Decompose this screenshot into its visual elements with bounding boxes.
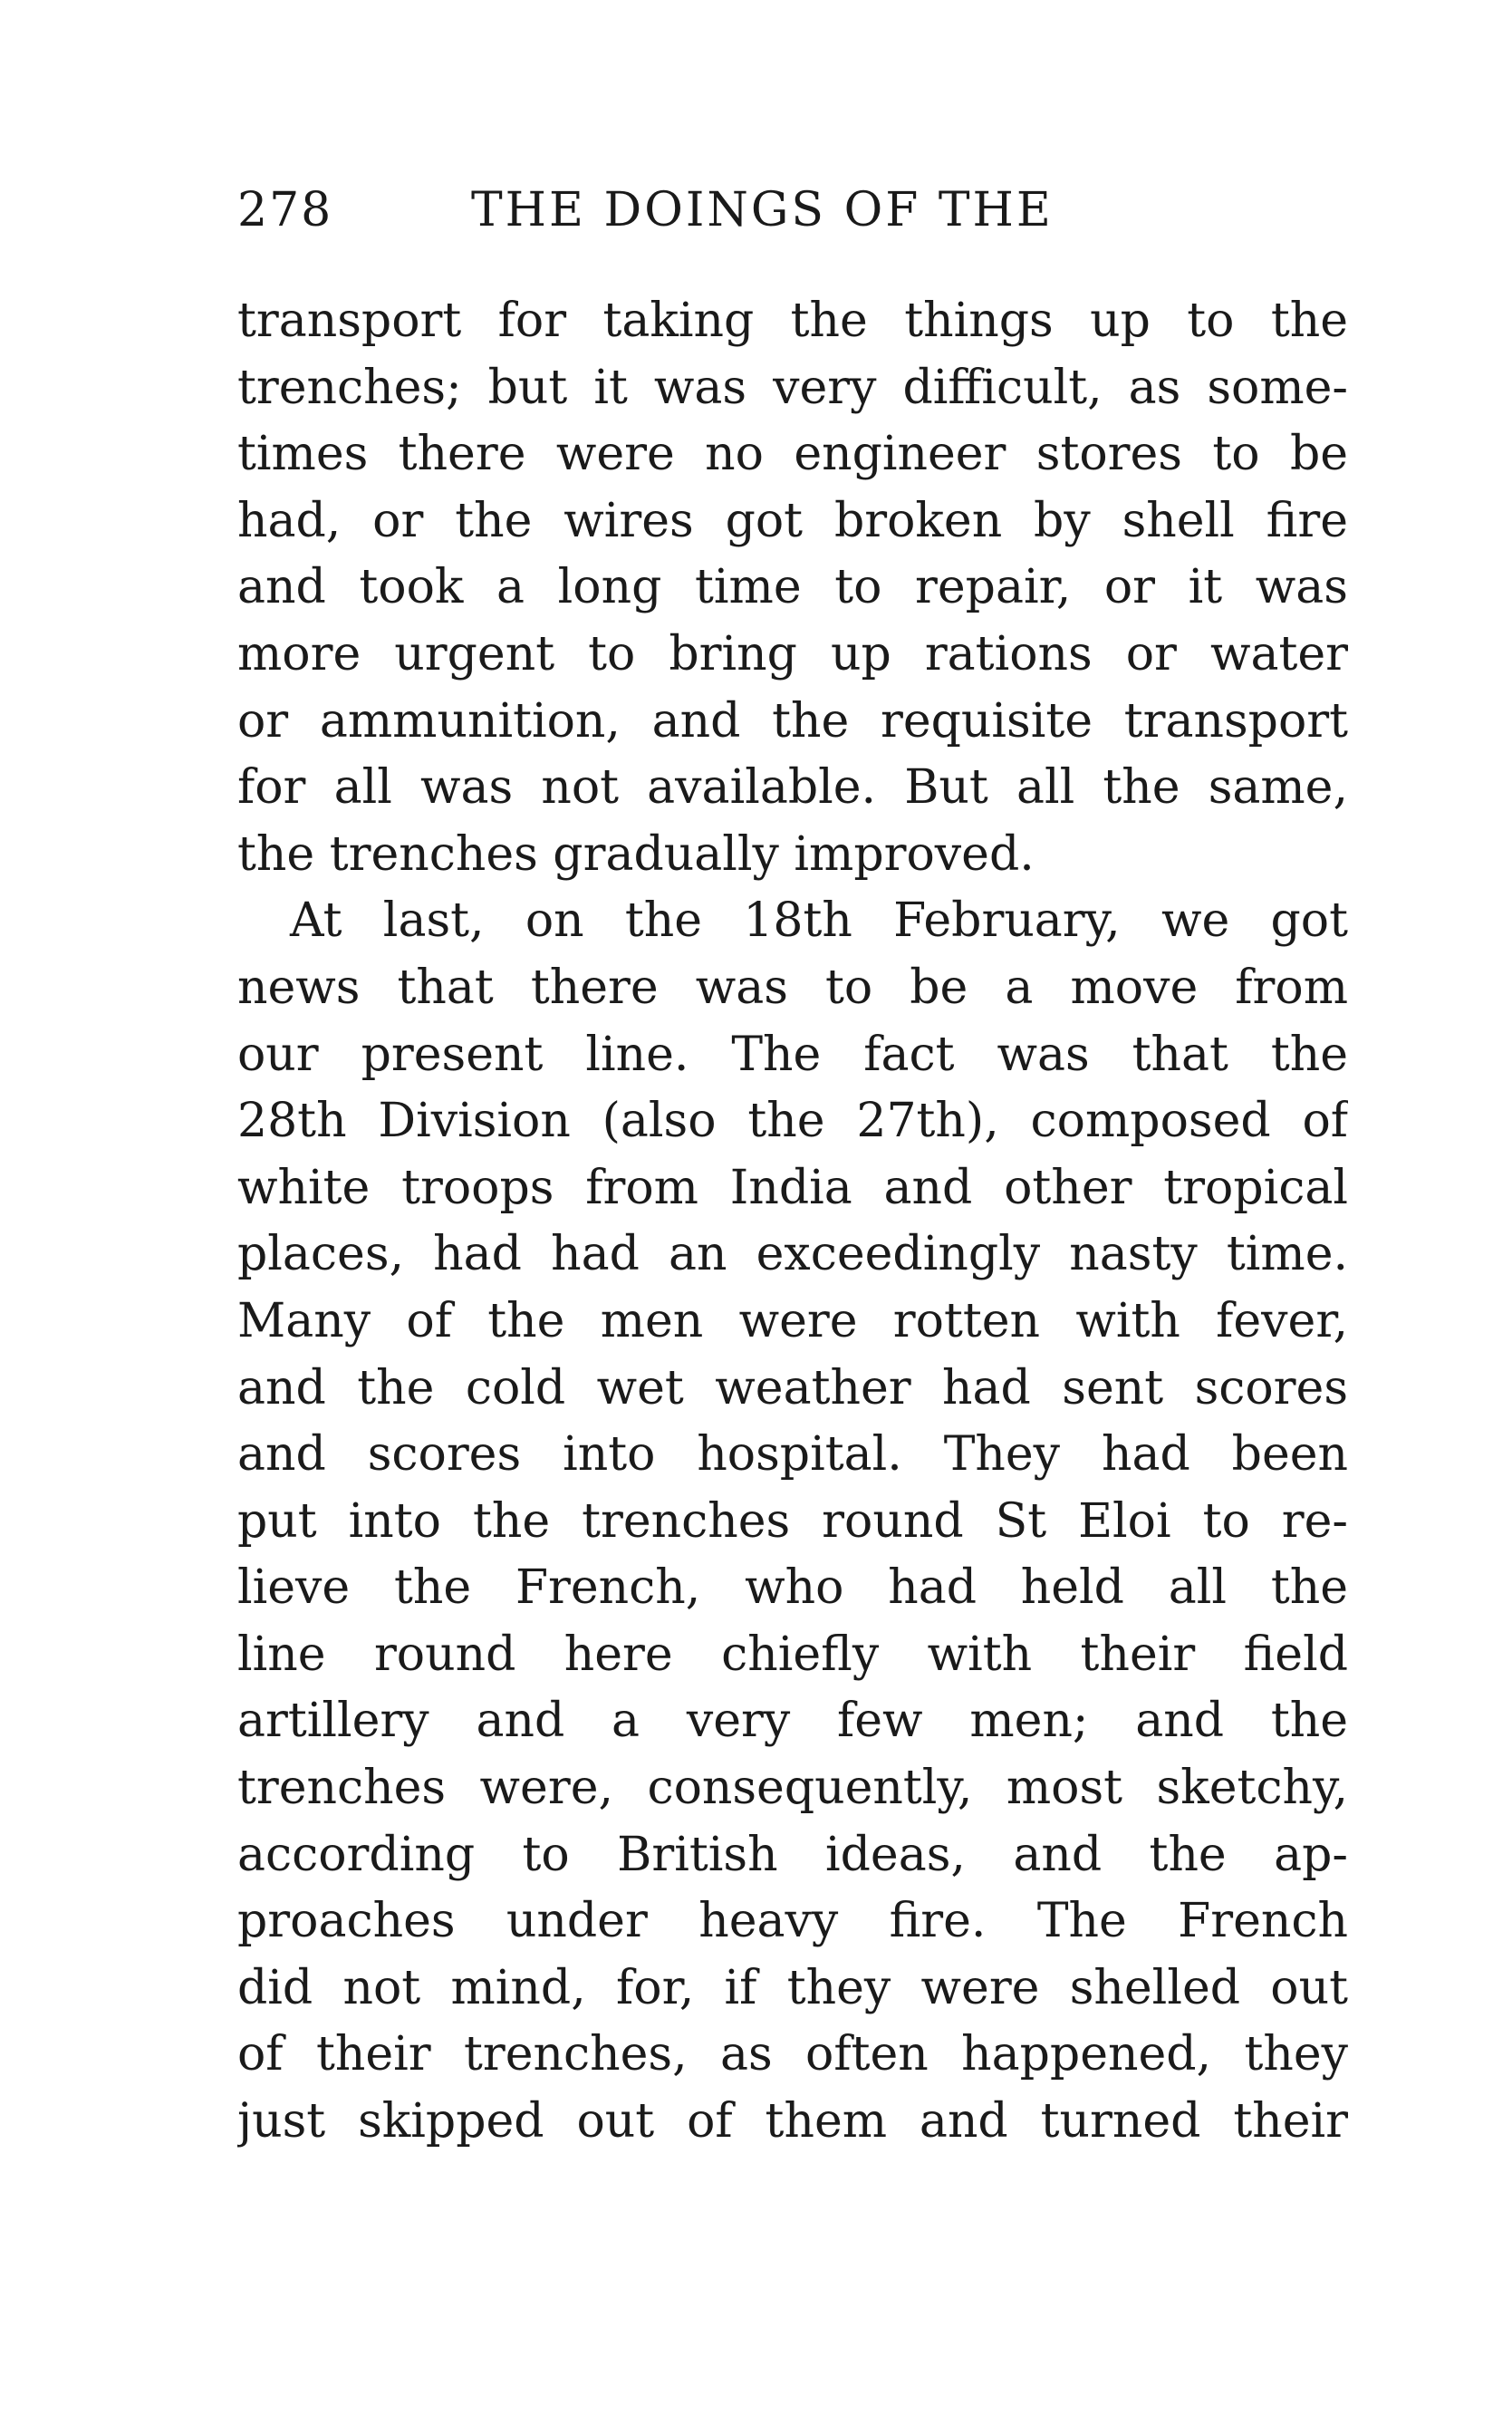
text-line: lieve the French, who had held all the: [237, 1560, 1348, 1616]
running-head: [237, 174, 1348, 246]
text-line: 28th Division (also the 27th), composed of: [237, 1094, 1348, 1149]
text-line: did not mind, for, if they were shelled out: [237, 1960, 1348, 2015]
text-line: transport for taking the things up to the: [237, 294, 1348, 348]
text-line: times there were no engineer stores to be: [237, 427, 1348, 482]
text-line: places, had had an exceedingly nasty time.: [237, 1227, 1348, 1282]
text-line: or ammunition, and the requisite transport: [237, 693, 1348, 748]
text-line: put into the trenches round St Eloi to re-: [237, 1493, 1348, 1549]
text-line: trenches were, consequently, most sketchy,: [237, 1761, 1348, 1816]
text-line: according to British ideas, and the ap-: [237, 1827, 1348, 1882]
text-line: and took a long time to repair, or it was: [237, 560, 1348, 615]
text-line: had, or the wires got broken by shell fire: [237, 493, 1348, 548]
body-text: [237, 288, 1348, 2156]
paragraph-start-line: At last, on the 18th February, we got: [290, 893, 1348, 949]
running-title: THE DOINGS OF THE: [471, 183, 1054, 237]
text-line: proaches under heavy fire. The French: [237, 1894, 1348, 1949]
text-line: white troops from India and other tropical: [237, 1160, 1348, 1215]
text-line: for all was not available. But all the same,: [237, 760, 1348, 816]
paragraph-end-line: the trenches gradually improved.: [237, 826, 1035, 882]
text-line: our present line. The fact was that the: [237, 1027, 1348, 1082]
text-line: more urgent to bring up rations or water: [237, 626, 1348, 681]
text-line: trenches; but it was very difficult, as some-: [237, 360, 1348, 415]
text-line: artillery and a very few men; and the: [237, 1694, 1348, 1749]
text-line: just skipped out of them and turned their: [237, 2094, 1348, 2149]
text-line: of their trenches, as often happened, they: [237, 2027, 1348, 2082]
text-line: and the cold wet weather had sent scores: [237, 1360, 1348, 1415]
text-line: news that there was to be a move from: [237, 960, 1348, 1015]
text-line: and scores into hospital. They had been: [237, 1427, 1348, 1482]
page-number: 278: [237, 183, 333, 237]
text-line: Many of the men were rotten with fever,: [237, 1293, 1348, 1348]
text-line: line round here chiefly with their field: [237, 1627, 1348, 1682]
